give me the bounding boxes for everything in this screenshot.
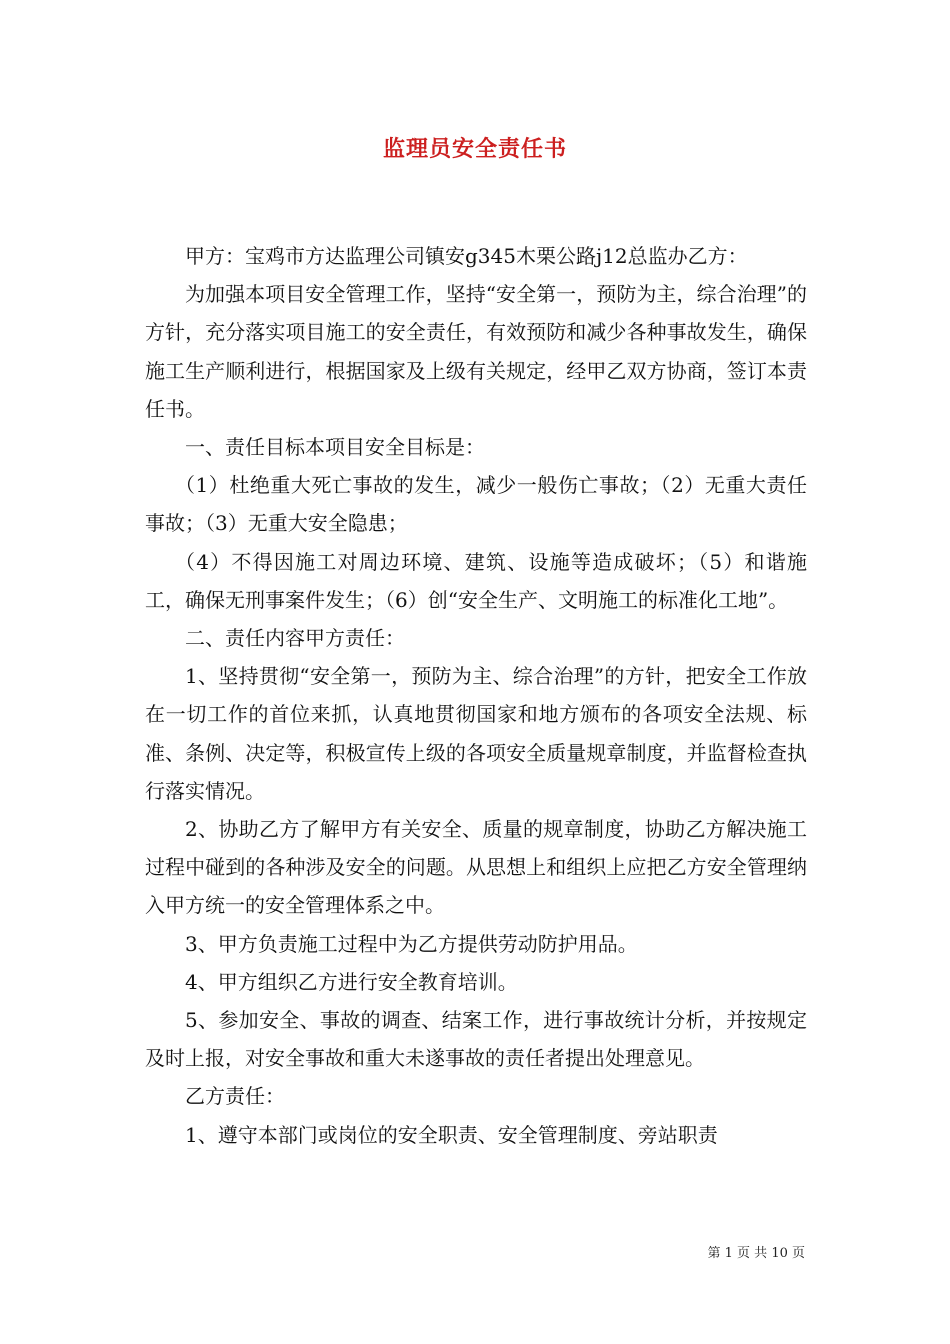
paragraph-party-a-duty-1: 1、坚持贯彻“安全第一，预防为主、综合治理”的方针，把安全工作放在一切工作的首位来抓，认真地贯彻国家和地方颁布的各项安全法规、标准、条例、决定等，积极宣传上级的各项安全质量规章制度，并监督检查执行落实情况。 <box>145 664 807 803</box>
paragraph-goals-1-3: （1）杜绝重大死亡事故的发生，减少一般伤亡事故；（2）无重大责任事故；（3）无重大安全隐患； <box>145 473 807 536</box>
paragraph-goals-4-6: （4）不得因施工对周边环境、建筑、设施等造成破坏；（5）和谐施工，确保无刑事案件发生；（6）创“安全生产、文明施工的标准化工地”。 <box>145 549 807 612</box>
paragraph-preamble: 为加强本项目安全管理工作，坚持“安全第一，预防为主，综合治理”的方针，充分落实项目施工的安全责任，有效预防和减少各种事故发生，确保施工生产顺利进行，根据国家及上级有关规定，经甲乙双方协商，签订本责任书。 <box>145 282 807 421</box>
paragraph-party-b-duty-1: 1、遵守本部门或岗位的安全职责、安全管理制度、旁站职责 <box>185 1122 718 1147</box>
paragraph-party-a-duty-5: 5、参加安全、事故的调查、结案工作，进行事故统计分析，并按规定及时上报，对安全事故和重大未遂事故的责任者提出处理意见。 <box>145 1008 807 1071</box>
heading-section-1: 一、责任目标本项目安全目标是： <box>185 435 485 460</box>
paragraph-party-a-duty-2: 2、协助乙方了解甲方有关安全、质量的规章制度，协助乙方解决施工过程中碰到的各种涉及安全的问题。从思想上和组织上应把乙方安全管理纳入甲方统一的安全管理体系之中。 <box>145 817 807 918</box>
heading-section-2: 二、责任内容甲方责任： <box>185 626 405 651</box>
page-number: 第 1 页 共 10 页 <box>707 1246 805 1261</box>
document-title: 监理员安全责任书 <box>382 136 567 162</box>
heading-party-b: 乙方责任： <box>185 1084 285 1109</box>
paragraph-parties: 甲方：宝鸡市方达监理公司镇安g345木栗公路j12总监办乙方： <box>185 244 748 268</box>
paragraph-party-a-duty-4: 4、甲方组织乙方进行安全教育培训。 <box>185 969 518 994</box>
document-body <box>145 237 807 1154</box>
paragraph-party-a-duty-3: 3、甲方负责施工过程中为乙方提供劳动防护用品。 <box>185 931 638 956</box>
